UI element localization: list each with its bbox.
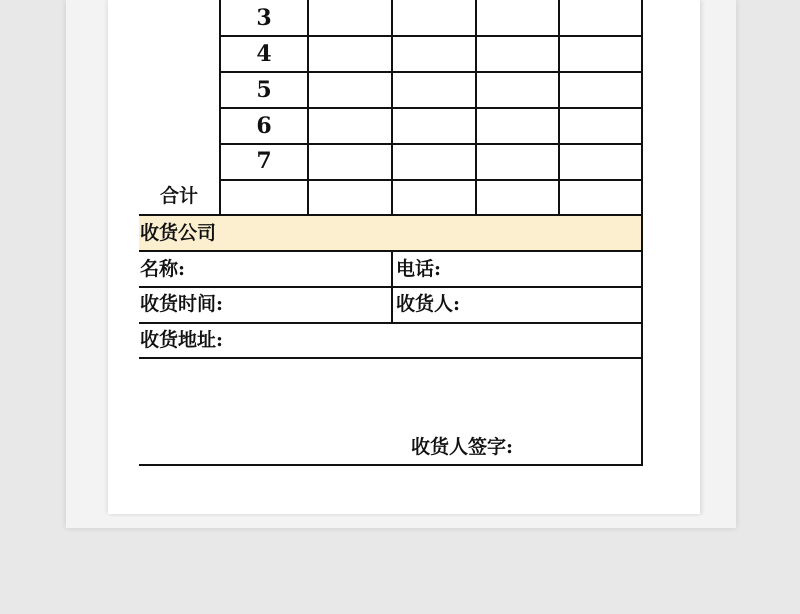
form-line-h [139,464,643,466]
total-label: 合计 [160,185,199,207]
grid-line-h [219,107,642,109]
name-label: 名称: [140,258,186,280]
signature-label: 收货人签字: [411,436,514,458]
grid-line-h [219,35,642,37]
grid-line-h [219,71,642,73]
row-number: 6 [256,113,272,139]
grid-line-h [219,179,642,181]
address-label: 收货地址: [140,329,224,351]
grid-line-h [219,143,642,145]
row-number: 7 [256,148,272,174]
receiver-person-label: 收货人: [396,293,461,315]
receive-time-label: 收货时间: [140,293,224,315]
form-line-h [139,357,643,359]
phone-label: 电话: [396,258,442,280]
row-number: 5 [256,77,272,103]
grid-line-v [307,0,309,215]
grid-line-v [475,0,477,215]
grid-line-v [391,0,393,215]
row-number: 3 [256,5,272,31]
row-number: 4 [256,41,272,67]
form-line-v [391,251,393,323]
receiver-section-title: 收货公司 [140,222,217,244]
grid-line-v [641,0,643,466]
grid-line-v [558,0,560,215]
grid-line-v [219,0,221,215]
